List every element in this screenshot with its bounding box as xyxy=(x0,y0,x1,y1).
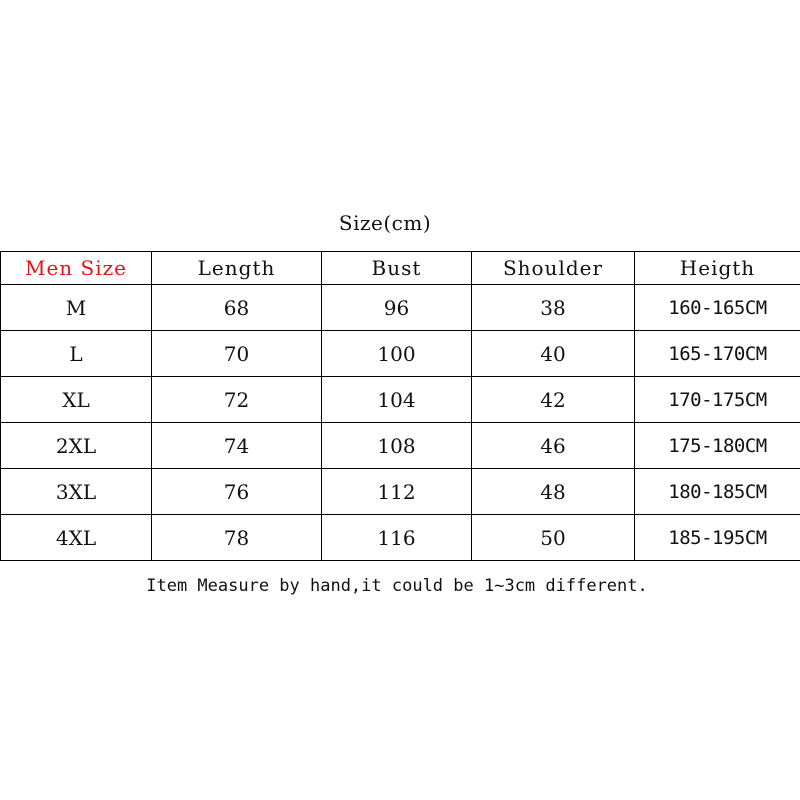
bust-cell: 112 xyxy=(322,469,472,515)
length-cell: 72 xyxy=(152,377,322,423)
table-row xyxy=(1,377,800,423)
shoulder-cell: 50 xyxy=(472,515,635,561)
heigth-cell: 185-195CM xyxy=(635,515,800,561)
length-cell: 68 xyxy=(152,285,322,331)
shoulder-cell: 40 xyxy=(472,331,635,377)
length-cell: 78 xyxy=(152,515,322,561)
bust-cell: 104 xyxy=(322,377,472,423)
bust-cell: 116 xyxy=(322,515,472,561)
length-cell: 74 xyxy=(152,423,322,469)
table-caption: Size(cm) xyxy=(338,211,432,235)
header-bust: Bust xyxy=(322,252,472,285)
table-row xyxy=(1,469,800,515)
table-row xyxy=(1,331,800,377)
heigth-cell: 175-180CM xyxy=(635,423,800,469)
shoulder-cell: 38 xyxy=(472,285,635,331)
size-chart-table xyxy=(0,251,800,561)
size-cell: M xyxy=(1,285,152,331)
shoulder-cell: 42 xyxy=(472,377,635,423)
header-shoulder: Shoulder xyxy=(472,252,635,285)
shoulder-cell: 48 xyxy=(472,469,635,515)
bust-cell: 108 xyxy=(322,423,472,469)
size-cell: 3XL xyxy=(1,469,152,515)
size-cell: XL xyxy=(1,377,152,423)
heigth-cell: 180-185CM xyxy=(635,469,800,515)
bust-cell: 96 xyxy=(322,285,472,331)
shoulder-cell: 46 xyxy=(472,423,635,469)
header-men-size: Men Size xyxy=(1,252,152,285)
measurement-note: Item Measure by hand,it could be 1~3cm different. xyxy=(146,576,648,596)
size-cell: L xyxy=(1,331,152,377)
heigth-cell: 165-170CM xyxy=(635,331,800,377)
heigth-cell: 170-175CM xyxy=(635,377,800,423)
table-row xyxy=(1,423,800,469)
table-row xyxy=(1,515,800,561)
header-heigth: Heigth xyxy=(635,252,800,285)
size-cell: 2XL xyxy=(1,423,152,469)
table-row xyxy=(1,285,800,331)
length-cell: 70 xyxy=(152,331,322,377)
size-cell: 4XL xyxy=(1,515,152,561)
table-header-row xyxy=(1,252,800,285)
bust-cell: 100 xyxy=(322,331,472,377)
length-cell: 76 xyxy=(152,469,322,515)
heigth-cell: 160-165CM xyxy=(635,285,800,331)
header-length: Length xyxy=(152,252,322,285)
